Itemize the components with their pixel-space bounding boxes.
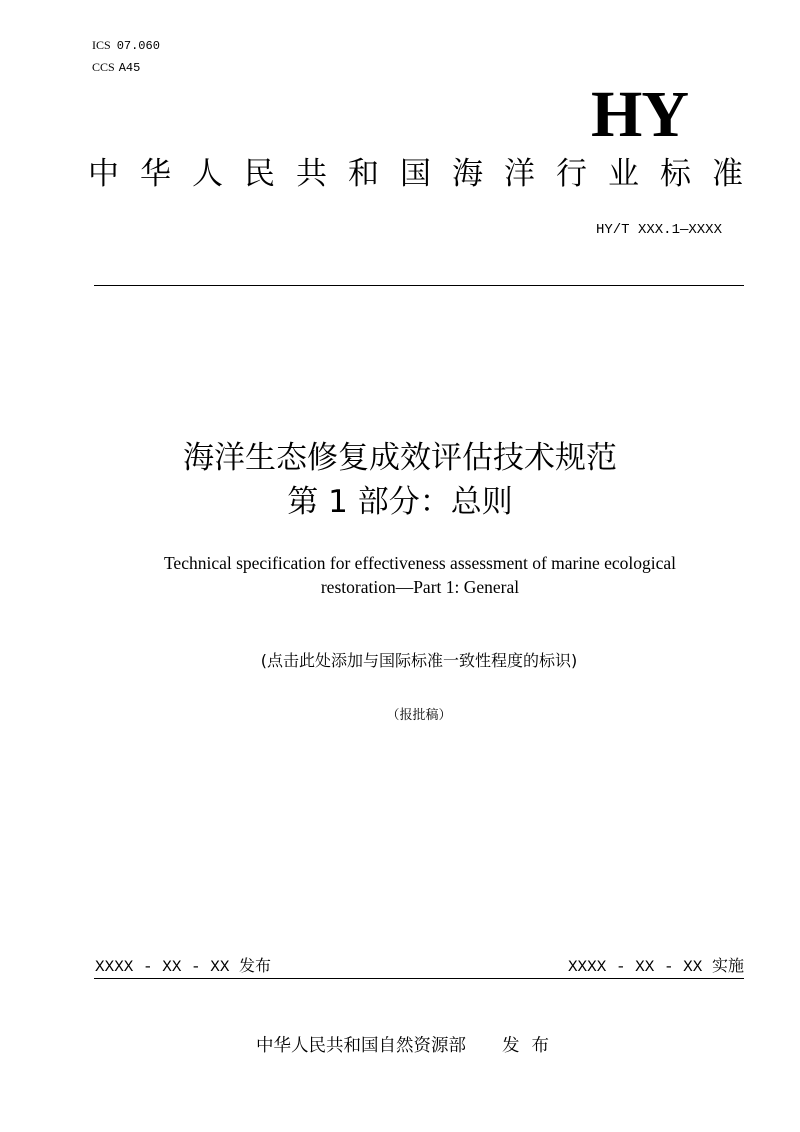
ccs-code: A45 bbox=[118, 61, 141, 75]
issue-date bbox=[95, 955, 271, 978]
issue-date-value: XXXX - XX - XX bbox=[95, 958, 230, 976]
publisher-name: 中华人民共和国自然资源部 bbox=[256, 1036, 466, 1056]
publisher bbox=[256, 1034, 561, 1058]
standard-category-title: 中华人民共和国海洋行业标准 bbox=[88, 156, 764, 192]
implementation-date-value: XXXX - XX - XX bbox=[567, 958, 703, 976]
conformity-note[interactable]: (点击此处添加与国际标准一致性程度的标识) bbox=[260, 651, 578, 670]
implementation-date bbox=[568, 955, 744, 978]
header-divider bbox=[94, 285, 744, 286]
document-title-en bbox=[100, 551, 740, 599]
standard-number: HY/T XXX.1—XXXX bbox=[595, 222, 722, 238]
document-subtitle-cn: 第 1 部分：总则 bbox=[287, 484, 513, 520]
ics-classification bbox=[92, 38, 160, 53]
hy-logo: HY bbox=[591, 78, 688, 151]
ccs-label: CCS bbox=[92, 60, 115, 74]
document-title-cn: 海洋生态修复成效评估技术规范 bbox=[183, 440, 617, 476]
draft-status: （报批稿） bbox=[386, 708, 452, 723]
ics-code: 07.060 bbox=[116, 39, 160, 53]
ccs-classification bbox=[92, 60, 140, 75]
title-en-line-1: Technical specification for effectiveness assessment of marine ecological bbox=[163, 553, 677, 573]
implementation-date-label: 实施 bbox=[711, 956, 744, 975]
issue-date-label: 发布 bbox=[239, 956, 272, 975]
publisher-action: 发布 bbox=[502, 1036, 561, 1056]
ics-label: ICS bbox=[92, 38, 111, 52]
title-en-line-2: restoration—Part 1: General bbox=[320, 577, 520, 597]
footer-divider bbox=[94, 978, 744, 979]
